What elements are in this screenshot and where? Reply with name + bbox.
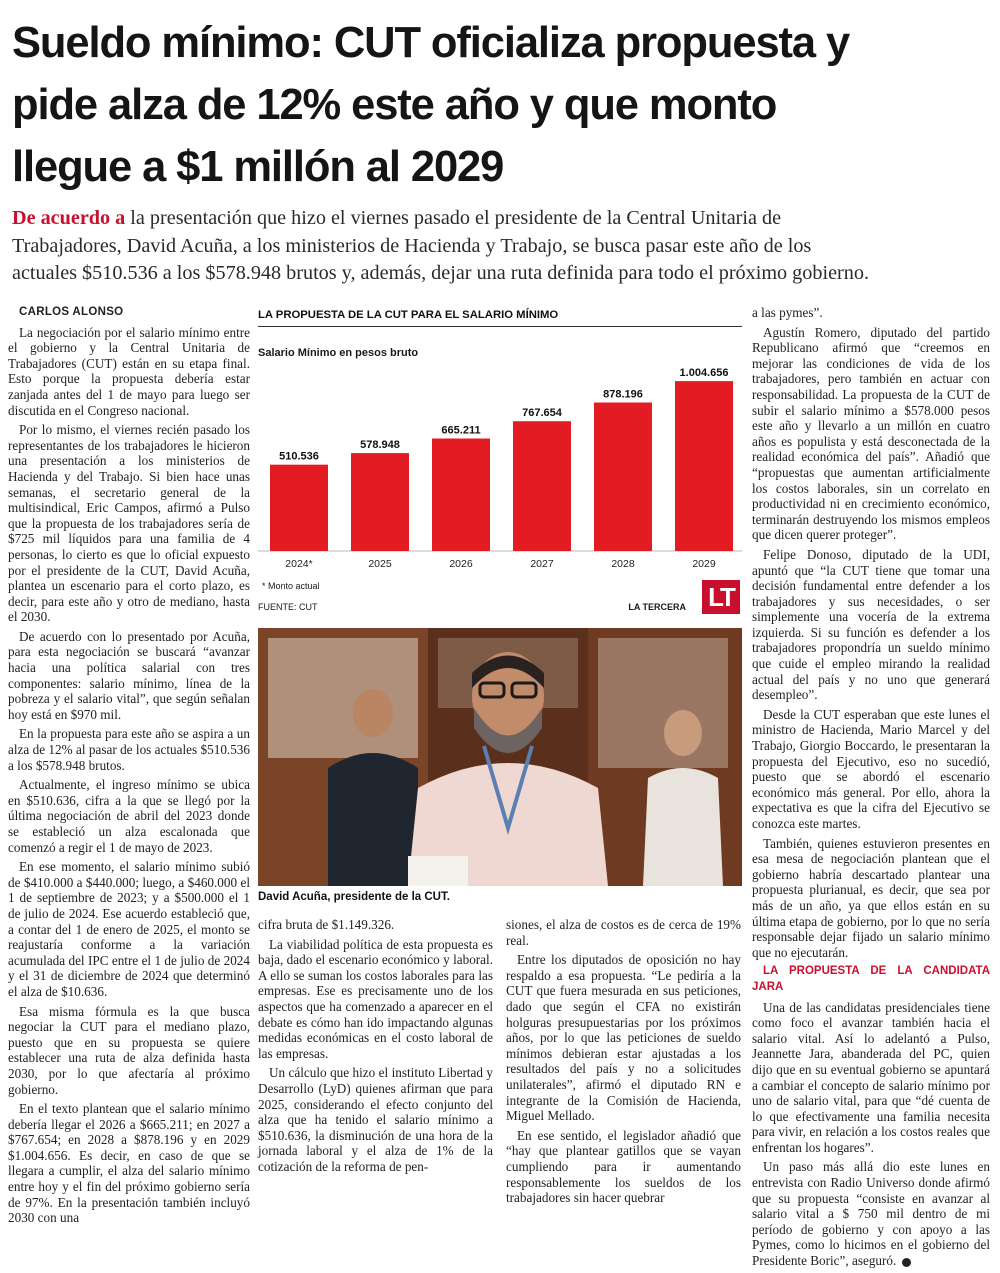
chart-category-label: 2025	[368, 558, 392, 570]
chart-bar-2029	[675, 381, 733, 551]
chart-subtitle: Salario Mínimo en pesos bruto	[258, 347, 419, 359]
paragraph: a las pymes”.	[752, 305, 823, 320]
paragraph: Una de las candidatas presidenciales tiene como foco el avanzar también hacia el salario vital. Así lo adelantó a Pulso, Jeannette Jara, abanderada del PC, quien dijo que en su eventual gobierno se apuntará a cambiar el concepto de salario mínimo por uno de salario vital, para que “dé cuenta de lo que efectivamente una familia necesita para vivir, en relación a los costos reales que enfrentan los hogares”.	[752, 999, 990, 1155]
chart-brand: LA TERCERA	[628, 602, 686, 612]
chart-value-label: 878.196	[603, 388, 643, 401]
paragraph: Entre los diputados de oposición no hay respaldo a esa propuesta. “Le pediría a la CUT que fuera mesurada en sus peticiones, dado que según el CFA no existirán holguras presupuestarias por los próximos años, por lo que las peticiones de sueldo mínimos debieran estar ajustadas a los resultados del país y no a solicitudes unilaterales”, afirmó el diputado RN e integrante de la Comisión de Hacienda, Miguel Mellado.	[506, 952, 741, 1124]
photo-caption: David Acuña, presidente de la CUT.	[258, 891, 450, 903]
chart-category-label: 2024*	[285, 558, 313, 570]
byline: CARLOS ALONSO	[19, 306, 124, 318]
article-column-4	[752, 305, 990, 1273]
headline-line: Sueldo mínimo: CUT oficializa propuesta y	[12, 19, 850, 67]
paragraph: La viabilidad política de esta propuesta es baja, dado el escenario económico y laboral. A ello se suman los costos laborales para las empresas. Ese es precisamente uno de los aspectos que ha comenzado a aparecer en el debate es cómo han ido impactando algunas medidas económicas en el costo laboral de las empresas.	[258, 936, 493, 1061]
headline	[12, 12, 992, 198]
la-tercera-logo: LT	[702, 580, 740, 614]
paragraph	[752, 1159, 990, 1268]
article-column-3	[506, 917, 741, 1210]
photo-illustration	[258, 628, 742, 886]
chart-bar-2026	[432, 439, 490, 551]
paragraph: Agustín Romero, diputado del partido Republicano afirmó que “creemos en mejorar las condiciones de vida de los trabajadores, pero también en actuar con responsabilidad. La propuesta de la CUT de subir el salario mínimo a $578.000 pesos este año y llevarlo a un millón en cuatro años es populista y está desconectada de la realidad económica del país”. Añadió que “propuestas que aumentan artificialmente los costos laborales, sin un correlato en productividad ni en crecimiento económico, terminarán destruyendo los mismos empleos que dicen querer proteger”.	[752, 324, 990, 543]
chart-value-label: 578.948	[360, 439, 400, 452]
article-column-2	[258, 917, 493, 1179]
chart-bar-2024	[270, 465, 328, 551]
paragraph: Actualmente, el ingreso mínimo se ubica en $510.636, cifra a la que se llegó por la última negociación de abril del 2023 donde se estableció un alza escalonada que comenzó a regir el 1 de mayo de 2023.	[8, 777, 250, 855]
end-mark-icon	[902, 1258, 911, 1267]
lead-paragraph	[12, 205, 997, 288]
paragraph: cifra bruta de $1.149.326.	[258, 917, 395, 932]
paragraph: Felipe Donoso, diputado de la UDI, apuntó que “la CUT tiene que tomar una decisión fundamental entre defender a los trabajadores y sus necesidades, o ser simplemente una vocería de la extrema izquierda. Si su función es defender a los trabajadores propondría un sueldo mínimo que cuide el empleo mirando la realidad actual del país y no uno que generará desempleo”.	[752, 546, 990, 703]
article-column-1	[8, 305, 250, 1230]
paragraph: En la propuesta para este año se aspira a un alza de 12% al pasar de los actuales $510.536 a los $578.948 brutos.	[8, 726, 250, 773]
chart-category-label: 2029	[692, 558, 716, 570]
chart-value-label: 665.211	[441, 424, 481, 437]
paragraph: En ese sentido, el legislador añadió que “hay que plantear gatillos que se vayan cumpliendo para ir aumentando responsablemente los sueldos de los trabajadores sin hacer quebrar	[506, 1127, 741, 1206]
chart-plot	[258, 305, 742, 580]
headline-line: pide alza de 12% este año y que monto	[12, 81, 777, 129]
paragraph: Por lo mismo, el viernes recién pasado los representantes de los trabajadores le hicieron una presentación a los ministerios de Hacienda y del Trabajo. Si bien hace unas semanas, el secretario general de la multisindical, Eric Campos, afirmó a Pulso que la propuesta de los trabajadores sería de $725 mil líquidos para una familia de 4 personas, lo cierto es que lo oficial expuesto por el presidente de la CUT, David Acuña, plantea un escenario para el corto plazo, es decir, para este año y otro de mediano, hasta el 2030.	[8, 422, 250, 625]
paragraph: En el texto plantean que el salario mínimo debería llegar el 2026 a $665.211; en 2027 a $767.654; en 2028 a $878.196 y en 2029 $1.004.656. Es decir, en caso de que se llegara a cumplir, el alza del salario mínimo entre hoy y el fin del próximo gobierno sería de 97%. En la presentación también incluyó 2030 con una	[8, 1101, 250, 1226]
chart-category-label: 2026	[449, 558, 473, 570]
chart-bar-2027	[513, 421, 571, 551]
chart-title: LA PROPUESTA DE LA CUT PARA EL SALARIO MÍNIMO	[258, 309, 559, 321]
lead-line: actuales $510.536 a los $578.948 brutos y, además, dejar una ruta definida para todo el próximo gobierno.	[12, 262, 869, 284]
chart-value-label: 767.654	[522, 407, 562, 420]
paragraph: siones, el alza de costos es de cerca de 19% real.	[506, 917, 741, 948]
paragraph: La negociación por el salario mínimo entre el gobierno y la Central Unitaria de Trabajadores (CUT) están en su etapa final. Esto porque la propuesta debería estar zanjada antes del 1 de mayo para luego ser discutida en el Congreso nacional.	[8, 324, 250, 418]
paragraph-text: Un paso más allá dio este lunes en entrevista con Radio Universo donde afirmó que su propuesta “consiste en avanzar al salario vital a $ 750 mil dentro de mi período de gobierno y con apoyo a las Pymes, como lo hicimos en el gobierno del Presidente Boric”, aseguró.	[752, 1159, 990, 1269]
headline-line: llegue a $1 millón al 2029	[12, 143, 504, 191]
lead-accent: De acuerdo a	[12, 207, 126, 229]
lead-line: la presentación que hizo el viernes pasado el presidente de la Central Unitaria de	[125, 207, 782, 229]
paragraph: En ese momento, el salario mínimo subió de $410.000 a $440.000; luego, a $460.000 el 1 de septiembre de 2023; y a $500.000 el 1 de julio de 2024. Ese acuerdo estableció que, a contar del 1 de enero de 2025, el monto se reajustaría conforme a la variación acumulada del IPC entre el 1 de julio de 2024 y el 31 de diciembre de 2024 que determinó el alza de $10.636.	[8, 859, 250, 999]
paragraph: También, quienes estuvieron presentes en esa mesa de negociación plantean que el gobierno habría descartado plantear una propuesta plurianual, es decir, que sea por más de un año, ya que ellos están en su última etapa de gobierno, por lo que no sería responsable dejar fijado un salario mínimo que no ejecutarán.	[752, 835, 990, 960]
paragraph: Esa misma fórmula es la que busca negociar la CUT para el mediano plazo, puesto que en su propuesta se quiere establecer una ruta de alza definida hasta 2030, por lo que afectaría al próximo gobierno.	[8, 1003, 250, 1097]
section-subhead: LA PROPUESTA DE LA CANDIDATA JARA	[752, 965, 990, 993]
chart-value-label: 1.004.656	[679, 367, 729, 380]
chart-bar-2028	[594, 403, 652, 551]
chart-bar-2025	[351, 453, 409, 551]
lead-line: Trabajadores, David Acuña, a los ministerios de Hacienda y Trabajo, se busca pasar este año de los	[12, 234, 812, 257]
chart-category-label: 2028	[611, 558, 635, 570]
chart-source: FUENTE: CUT	[258, 602, 318, 612]
paragraph: Un cálculo que hizo el instituto Libertad y Desarrollo (LyD) quienes afirman que para 2025, considerando el efecto conjunto del alza que ha tenido el salario mínimo a $510.636, la disminución de una hora de la jornada laboral y el alza de 1% de la cotización de la reforma de pen-	[258, 1065, 493, 1174]
paragraph: De acuerdo con lo presentado por Acuña, para esta negociación se buscará “avanzar hacia una política salarial con tres componentes: salario mínimo, línea de la pobreza y el salario vital”, que según señalan hoy está en $970 mil.	[8, 628, 250, 722]
chart-category-label: 2027	[530, 558, 554, 570]
salary-chart	[258, 305, 742, 618]
chart-note: * Monto actual	[262, 581, 320, 591]
chart-value-label: 510.536	[279, 450, 319, 463]
paragraph: Desde la CUT esperaban que este lunes el ministro de Hacienda, Mario Marcel y del Trabajo, Giorgio Boccardo, le presentaran la propuesta del Ejecutivo, eso no sucedió, puesto que se abordó el escenario económico más general. Por ello, ahora la expectativa es que la cifra del Ejecutivo se conozca este martes.	[752, 706, 990, 831]
photo-david-acuna	[258, 628, 742, 886]
